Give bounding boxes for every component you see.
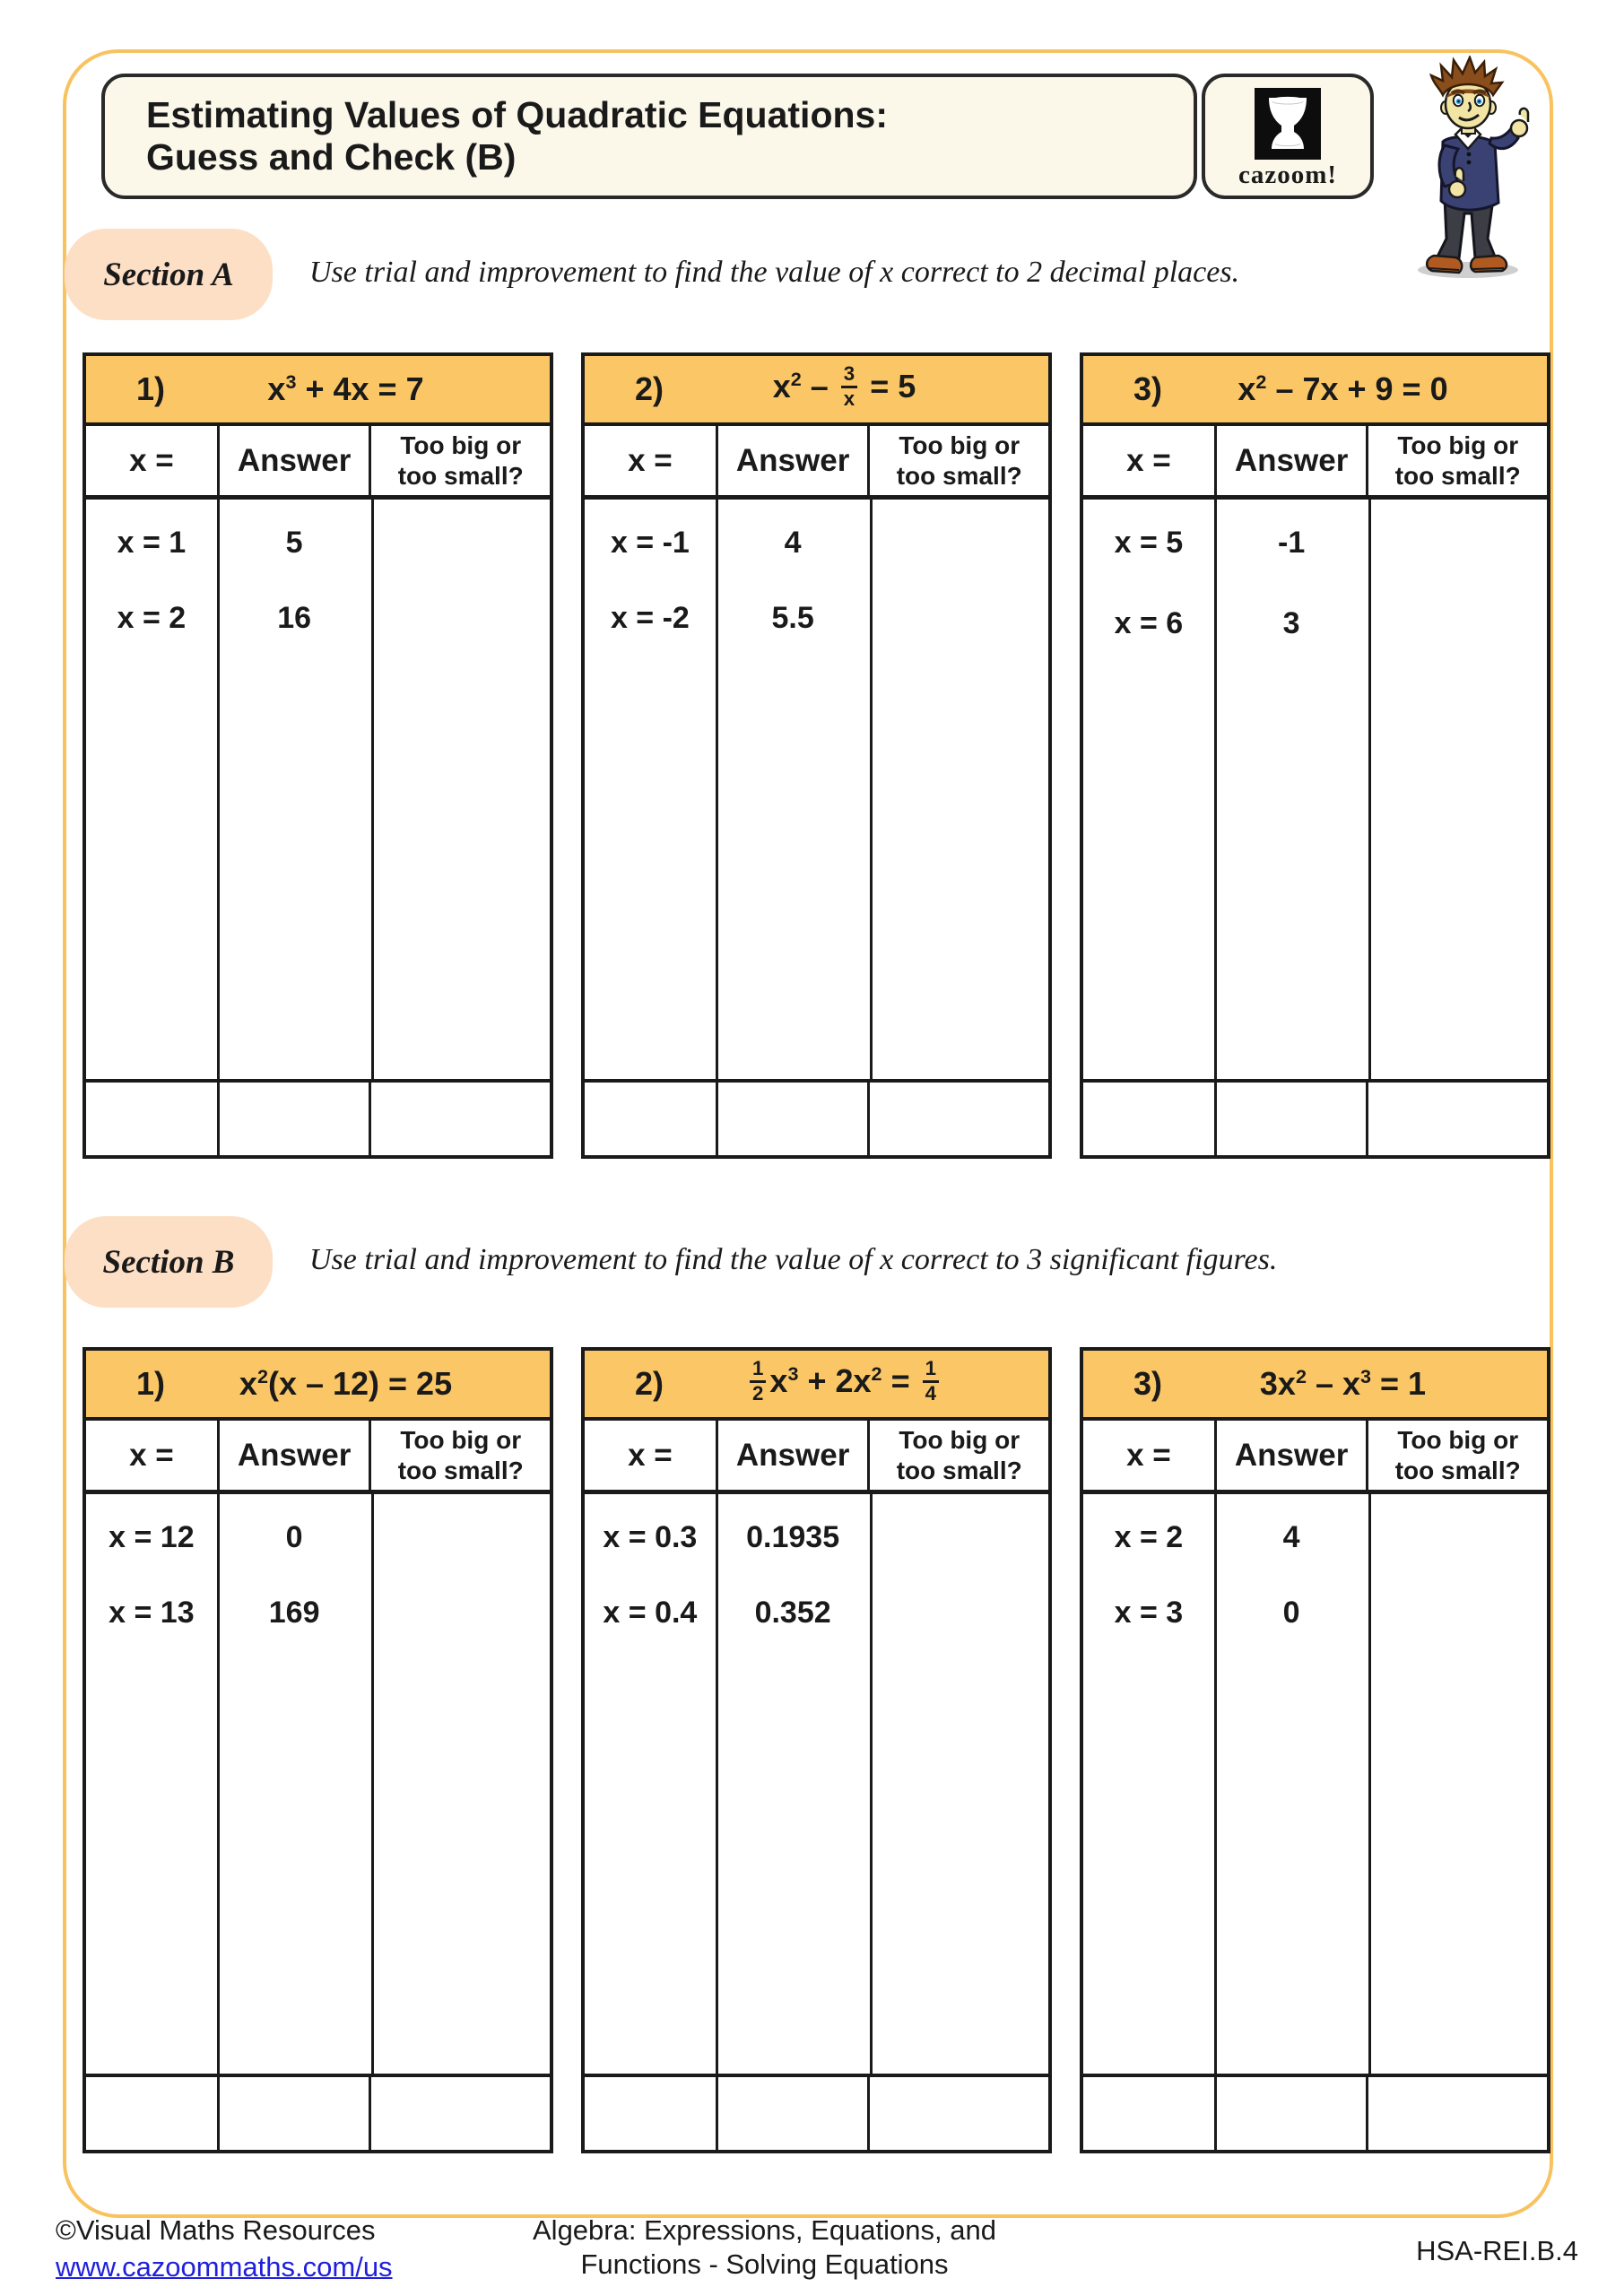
standard-code: HSA-REI.B.4 — [1416, 2235, 1578, 2266]
footer-center — [448, 2213, 1081, 2283]
question-equation: $x^3 + 4x = 7$ — [267, 370, 424, 407]
column-header-row — [86, 1421, 550, 1494]
question-equation: $x^2$ – $\frac{3}{x}$ = 5 — [772, 362, 916, 410]
col-header-x: x = — [129, 1437, 174, 1473]
question-number: 3) — [1133, 1365, 1163, 1402]
empty-cell — [1368, 1083, 1547, 1155]
guess-x-value: x = 0.3 — [603, 1519, 698, 1554]
topic-line1: Algebra: Expressions, Equations, and — [533, 2214, 996, 2246]
page-title-line1: Estimating Values of Quadratic Equations: — [146, 94, 888, 136]
column-divider — [371, 500, 374, 1079]
col-header-too-big: Too big or too small? — [1394, 431, 1521, 490]
page-title — [146, 94, 888, 178]
empty-cell — [1368, 2077, 1547, 2150]
guess-answer: 4 — [1282, 1519, 1300, 1554]
column-header-row — [585, 1421, 1048, 1494]
column-divider — [870, 500, 873, 1079]
empty-cell — [870, 2077, 1048, 2150]
empty-final-row — [86, 1083, 550, 1155]
col-header-answer: Answer — [716, 426, 871, 495]
empty-cell — [585, 2077, 716, 2150]
empty-final-row — [1083, 2077, 1547, 2150]
guess-x-value: x = 2 — [1114, 1519, 1184, 1554]
empty-cell — [1214, 2077, 1369, 2150]
col-header-answer: Answer — [217, 426, 372, 495]
question-number: 2) — [635, 1365, 664, 1402]
column-divider — [870, 1494, 873, 2074]
empty-final-row — [585, 2077, 1048, 2150]
table-a3-title-band — [1083, 356, 1547, 426]
cazoommaths-link[interactable]: www.cazoommaths.com/us — [56, 2251, 393, 2283]
guess-answer: 4 — [784, 525, 802, 560]
guess-x-value: x = 5 — [1114, 525, 1184, 560]
column-header-row — [86, 426, 550, 500]
copyright-text: ©Visual Maths Resources — [56, 2214, 376, 2246]
table-body — [585, 1494, 1048, 2077]
djembe-drum-icon — [1255, 88, 1321, 160]
guess-x-value: x = 12 — [109, 1519, 195, 1554]
question-equation: $3x^2 - x^3 = 1$ — [1259, 1365, 1427, 1402]
empty-cell — [716, 2077, 871, 2150]
table-a2 — [581, 352, 1052, 1159]
empty-final-row — [86, 2077, 550, 2150]
empty-cell — [870, 1083, 1048, 1155]
table-b2-title-band — [585, 1351, 1048, 1421]
guess-x-value: x = 2 — [117, 600, 187, 635]
column-header-row — [585, 426, 1048, 500]
table-a2-title-band — [585, 356, 1048, 426]
empty-cell — [1083, 1083, 1214, 1155]
guess-x-value: x = -1 — [610, 525, 690, 560]
table-body — [86, 1494, 550, 2077]
col-header-x: x = — [628, 442, 673, 478]
column-divider — [371, 1494, 374, 2074]
guess-x-value: x = 6 — [1114, 605, 1184, 640]
table-body — [585, 500, 1048, 1083]
topic-line2: Functions - Solving Equations — [580, 2248, 949, 2281]
guess-answer: 0 — [285, 1519, 303, 1554]
empty-final-row — [1083, 1083, 1547, 1155]
col-header-answer: Answer — [1214, 426, 1369, 495]
section-b-instruction: Use trial and improvement to find the value of x correct to 3 significant figures. — [309, 1243, 1278, 1276]
question-equation: $\frac{1}{2}$ $x^3 + 2x^2$ = $\frac{1}{4}$ — [664, 1361, 1025, 1406]
column-divider — [1368, 500, 1371, 1079]
empty-cell — [86, 1083, 217, 1155]
guess-answer: -1 — [1278, 525, 1306, 560]
empty-cell — [716, 1083, 871, 1155]
page-title-line2: Guess and Check (B) — [146, 136, 517, 178]
column-divider — [1368, 1494, 1371, 2074]
col-header-too-big: Too big or too small? — [896, 1426, 1022, 1484]
table-a1-title-band — [86, 356, 550, 426]
table-b3-title-band — [1083, 1351, 1547, 1421]
empty-cell — [371, 1083, 550, 1155]
guess-answer: 0 — [1282, 1595, 1300, 1630]
guess-x-value: x = -2 — [610, 600, 690, 635]
col-header-answer: Answer — [716, 1421, 871, 1490]
table-a3 — [1080, 352, 1550, 1159]
table-b2 — [581, 1347, 1052, 2153]
question-number: 3) — [1133, 370, 1163, 407]
col-header-answer: Answer — [217, 1421, 372, 1490]
col-header-too-big: Too big or too small? — [397, 1426, 524, 1484]
col-header-x: x = — [129, 442, 174, 478]
section-b-label: Section B — [65, 1216, 273, 1308]
worksheet-title-box — [101, 74, 1197, 199]
guess-answer: 169 — [268, 1595, 320, 1630]
col-header-x: x = — [628, 1437, 673, 1473]
question-number: 2) — [635, 370, 664, 407]
guess-answer: 0.352 — [754, 1595, 831, 1630]
col-header-too-big: Too big or too small? — [397, 431, 524, 490]
question-equation: $x^2 - 7x + 9 = 0$ — [1238, 370, 1448, 407]
empty-cell — [217, 1083, 372, 1155]
footer-left — [56, 2213, 393, 2283]
empty-cell — [217, 2077, 372, 2150]
guess-answer: 3 — [1282, 605, 1300, 640]
guess-x-value: x = 3 — [1114, 1595, 1184, 1630]
column-header-row — [1083, 426, 1547, 500]
question-number: 1) — [136, 1365, 166, 1402]
table-body — [86, 500, 550, 1083]
cazoom-logo-text: cazoom! — [1238, 161, 1338, 189]
cazoom-logo — [1202, 74, 1374, 199]
guess-x-value: x = 0.4 — [603, 1595, 698, 1630]
col-header-answer: Answer — [1214, 1421, 1369, 1490]
section-a-instruction: Use trial and improvement to find the value of x correct to 2 decimal places. — [309, 256, 1240, 289]
col-header-too-big: Too big or too small? — [896, 431, 1022, 490]
guess-answer: 16 — [277, 600, 312, 635]
question-equation: $x^2(x - 12) = 25$ — [239, 1365, 453, 1402]
question-number: 1) — [136, 370, 166, 407]
table-body — [1083, 1494, 1547, 2077]
guess-answer: 5.5 — [771, 600, 814, 635]
table-a1 — [83, 352, 553, 1159]
section-a-label: Section A — [65, 229, 273, 320]
table-b3 — [1080, 1347, 1550, 2153]
empty-cell — [86, 2077, 217, 2150]
col-header-x: x = — [1126, 442, 1171, 478]
guess-answer: 0.1935 — [746, 1519, 840, 1554]
col-header-x: x = — [1126, 1437, 1171, 1473]
student-character-illustration — [1388, 56, 1554, 280]
guess-answer: 5 — [285, 525, 303, 560]
empty-cell — [1083, 2077, 1214, 2150]
table-b1-title-band — [86, 1351, 550, 1421]
empty-final-row — [585, 1083, 1048, 1155]
empty-cell — [371, 2077, 550, 2150]
col-header-too-big: Too big or too small? — [1394, 1426, 1521, 1484]
guess-x-value: x = 13 — [109, 1595, 195, 1630]
table-b1 — [83, 1347, 553, 2153]
column-header-row — [1083, 1421, 1547, 1494]
empty-cell — [1214, 1083, 1369, 1155]
table-body — [1083, 500, 1547, 1083]
guess-x-value: x = 1 — [117, 525, 187, 560]
empty-cell — [585, 1083, 716, 1155]
